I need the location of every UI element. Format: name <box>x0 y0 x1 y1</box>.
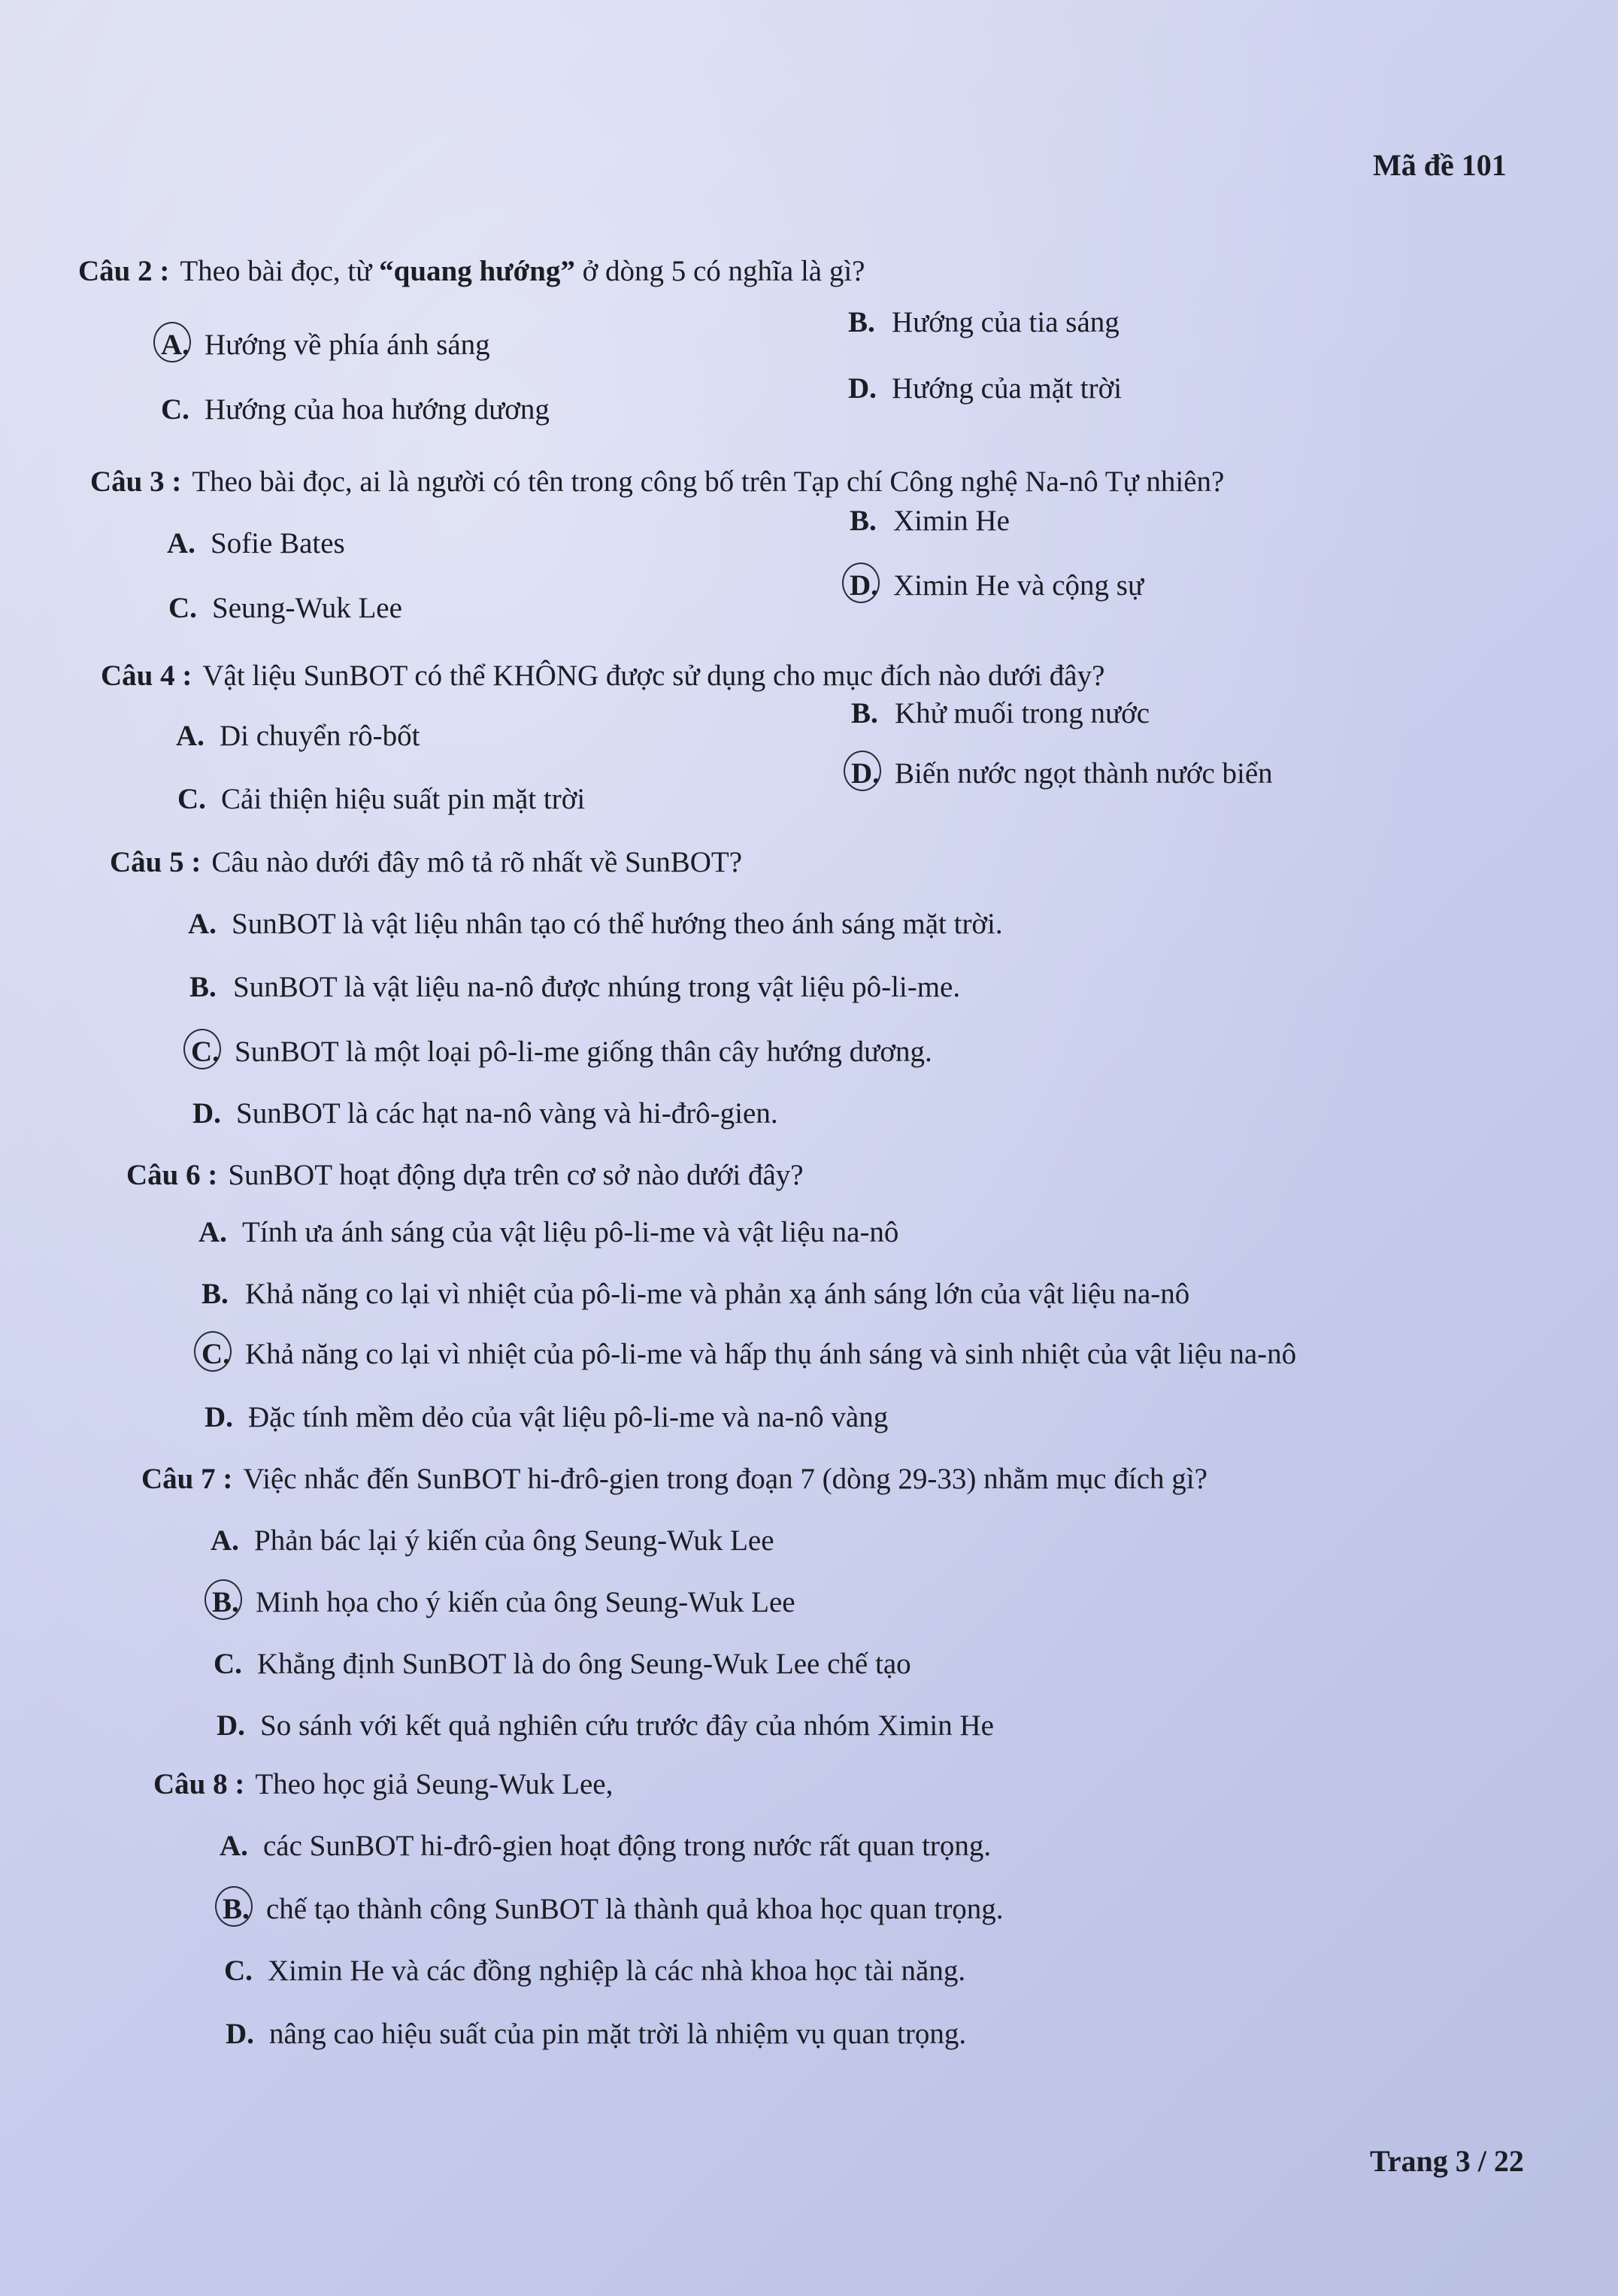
question-text-prefix: Theo bài đọc, từ <box>180 255 380 287</box>
option-q2-d[interactable] <box>848 372 1122 405</box>
question-number: Câu 4 : <box>101 660 192 692</box>
option-text: Khả năng co lại vì nhiệt của pô-li-me và phản xạ ánh sáng lớn của vật liệu na-nô <box>245 1278 1190 1310</box>
question-6 <box>126 1158 804 1192</box>
option-q5-a[interactable] <box>188 907 1003 941</box>
question-text: Câu nào dưới đây mô tả rõ nhất về SunBOT? <box>211 846 743 878</box>
option-text: So sánh với kết quả nghiên cứu trước đây của nhóm Ximin He <box>260 1709 994 1742</box>
option-text: SunBOT là vật liệu nhân tạo có thể hướng theo ánh sáng mặt trời. <box>232 908 1003 940</box>
option-q4-b[interactable] <box>851 696 1150 730</box>
exam-code: Mã đề 101 <box>1373 148 1507 182</box>
option-text: Khẳng định SunBOT là do ông Seung-Wuk Lee chế tạo <box>257 1648 911 1680</box>
option-q4-a[interactable] <box>176 719 420 753</box>
option-text: các SunBOT hi-đrô-gien hoạt động trong nước rất quan trọng. <box>263 1830 992 1862</box>
option-q8-c[interactable] <box>224 1954 965 1988</box>
option-q4-c[interactable] <box>177 782 585 816</box>
option-letter: B. <box>223 1892 266 1926</box>
option-q3-b[interactable] <box>850 504 1010 538</box>
option-q8-b[interactable] <box>223 1892 1004 1926</box>
option-letter: C. <box>214 1648 242 1680</box>
option-text: Minh họa cho ý kiến của ông Seung-Wuk Lee <box>256 1586 795 1618</box>
question-text: Vật liệu SunBOT có thể KHÔNG được sử dụng cho mục đích nào dưới đây? <box>202 660 1105 692</box>
option-text: Sofie Bates <box>211 527 345 560</box>
question-text: Theo bài đọc, ai là người có tên trong công bố trên Tạp chí Công nghệ Na-nô Tự nhiên? <box>192 466 1225 498</box>
option-q5-c[interactable] <box>191 1035 932 1069</box>
question-7 <box>141 1462 1207 1496</box>
option-letter: B. <box>189 971 217 1003</box>
question-keyword: “quang hướng” <box>379 255 575 287</box>
option-text: SunBOT là vật liệu na-nô được nhúng trong vật liệu pô-li-me. <box>233 971 961 1003</box>
option-text: Phản bác lại ý kiến của ông Seung-Wuk Lee <box>254 1524 774 1557</box>
option-q6-a[interactable] <box>198 1215 898 1249</box>
option-letter: C. <box>168 592 197 624</box>
option-text: SunBOT là một loại pô-li-me giống thân cây hướng dương. <box>235 1036 932 1068</box>
option-letter: B. <box>850 505 877 537</box>
option-letter: D. <box>205 1401 233 1433</box>
question-text-suffix: ở dòng 5 có nghĩa là gì? <box>574 255 865 287</box>
option-q7-d[interactable] <box>217 1709 994 1742</box>
option-q2-c[interactable] <box>161 393 550 426</box>
option-q6-c[interactable] <box>201 1337 1296 1371</box>
option-letter: C. <box>224 1955 253 1987</box>
option-text: Tính ưa ánh sáng của vật liệu pô-li-me và vật liệu na-nô <box>242 1216 899 1248</box>
option-letter: D. <box>851 757 895 790</box>
option-text: Hướng của hoa hướng dương <box>205 393 550 426</box>
option-text: SunBOT là các hạt na-nô vàng và hi-đrô-gien. <box>236 1097 778 1130</box>
question-number: Câu 6 : <box>126 1159 218 1191</box>
question-text: Theo học giả Seung-Wuk Lee, <box>255 1768 614 1800</box>
question-number: Câu 2 : <box>78 255 170 287</box>
option-letter: D. <box>850 569 893 602</box>
option-q3-c[interactable] <box>168 591 402 625</box>
option-q3-d[interactable] <box>850 569 1144 602</box>
option-letter: A. <box>211 1524 239 1557</box>
option-text: Ximin He và cộng sự <box>893 569 1144 602</box>
option-text: Đặc tính mềm dẻo của vật liệu pô-li-me và na-nô vàng <box>248 1401 889 1433</box>
option-text: Hướng của mặt trời <box>892 372 1123 405</box>
option-text: Hướng về phía ánh sáng <box>205 329 490 361</box>
question-number: Câu 5 : <box>110 846 201 878</box>
option-text: Ximin He và các đồng nghiệp là các nhà khoa học tài năng. <box>268 1955 966 1987</box>
question-3 <box>90 465 1224 499</box>
option-letter: C. <box>177 783 206 815</box>
question-8 <box>153 1767 613 1801</box>
option-q5-d[interactable] <box>192 1096 778 1130</box>
option-q6-b[interactable] <box>201 1277 1189 1311</box>
option-q7-c[interactable] <box>214 1647 911 1681</box>
option-q6-d[interactable] <box>205 1400 888 1434</box>
option-text: Cải thiện hiệu suất pin mặt trời <box>221 783 586 815</box>
option-letter: C. <box>191 1035 235 1069</box>
option-letter: D. <box>217 1709 245 1742</box>
option-letter: A. <box>220 1830 248 1862</box>
option-q8-a[interactable] <box>220 1829 991 1863</box>
question-number: Câu 8 : <box>153 1768 245 1800</box>
option-q4-d[interactable] <box>851 757 1273 790</box>
question-text: SunBOT hoạt động dựa trên cơ sở nào dưới đây? <box>228 1159 804 1191</box>
option-text: Seung-Wuk Lee <box>212 592 402 624</box>
option-q7-b[interactable] <box>212 1585 795 1619</box>
option-letter: D. <box>226 2018 254 2050</box>
option-q2-b[interactable] <box>848 305 1120 339</box>
option-letter: B. <box>212 1585 256 1619</box>
option-letter: C. <box>161 393 189 426</box>
option-q8-d[interactable] <box>226 2017 966 2051</box>
option-letter: B. <box>851 697 878 729</box>
option-letter: A. <box>167 527 195 560</box>
question-text: Việc nhắc đến SunBOT hi-đrô-gien trong đoạn 7 (dòng 29-33) nhằm mục đích gì? <box>243 1463 1207 1495</box>
option-letter: A. <box>161 328 205 362</box>
option-text: nâng cao hiệu suất của pin mặt trời là nhiệm vụ quan trọng. <box>269 2018 967 2050</box>
question-number: Câu 7 : <box>141 1463 233 1495</box>
question-2 <box>78 254 865 288</box>
option-letter: D. <box>848 372 877 405</box>
option-letter: B. <box>201 1278 229 1310</box>
question-number: Câu 3 : <box>90 466 182 498</box>
question-5 <box>110 845 742 879</box>
option-text: Ximin He <box>893 505 1010 537</box>
page-number: Trang 3 / 22 <box>1370 2144 1524 2178</box>
option-letter: B. <box>848 306 875 338</box>
option-text: chế tạo thành công SunBOT là thành quả khoa học quan trọng. <box>266 1893 1004 1925</box>
option-text: Biến nước ngọt thành nước biển <box>895 757 1273 790</box>
option-q5-b[interactable] <box>189 970 960 1004</box>
option-letter: D. <box>192 1097 221 1130</box>
option-q2-a[interactable] <box>161 328 490 362</box>
option-letter: A. <box>176 720 205 752</box>
option-q7-a[interactable] <box>211 1524 774 1557</box>
option-text: Hướng của tia sáng <box>892 306 1120 338</box>
option-text: Di chuyển rô-bốt <box>220 720 420 752</box>
option-letter: A. <box>188 908 217 940</box>
option-text: Khử muối trong nước <box>895 697 1150 729</box>
option-letter: A. <box>198 1216 227 1248</box>
option-text: Khả năng co lại vì nhiệt của pô-li-me và hấp thụ ánh sáng và sinh nhiệt của vật liệu na-nô <box>245 1338 1297 1370</box>
question-4 <box>101 659 1104 693</box>
option-letter: C. <box>201 1337 245 1371</box>
option-q3-a[interactable] <box>167 526 345 560</box>
